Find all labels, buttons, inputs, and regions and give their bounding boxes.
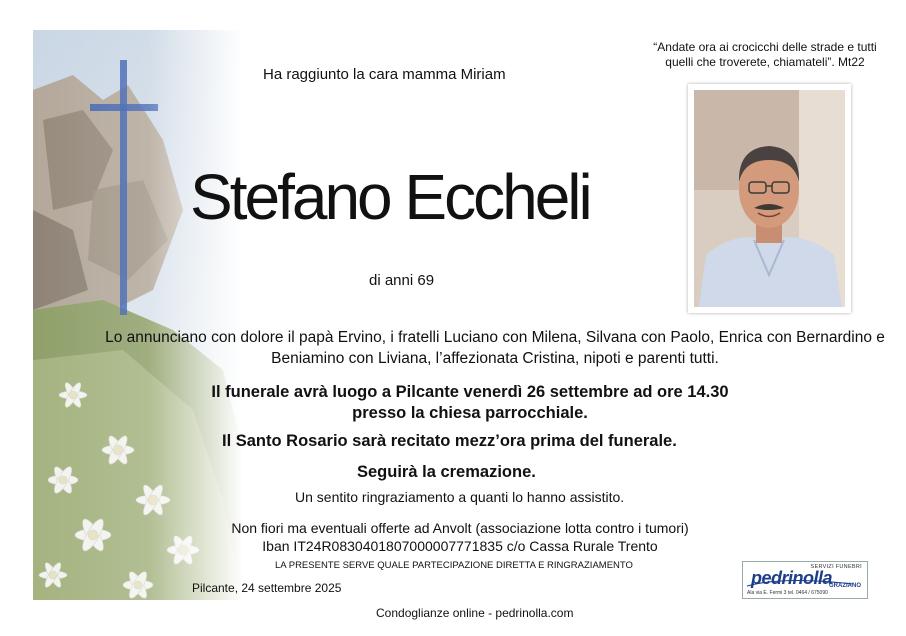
funeral-home-logo bbox=[742, 561, 868, 599]
logo-address: Ala via E. Fermi 3 tel. 0464 / 675090 bbox=[747, 590, 828, 596]
age-line: di anni 69 bbox=[369, 272, 435, 289]
online-condolences-link: Condoglianze online - pedrinolla.com bbox=[376, 606, 574, 620]
logo-brand: pedrinolla bbox=[751, 568, 833, 588]
mountain-cross-edelweiss-image bbox=[33, 30, 243, 600]
rosary-info: Il Santo Rosario sarà recitato mezz’ora prima del funerale. bbox=[222, 432, 677, 450]
funeral-info bbox=[100, 382, 840, 424]
participation-notice: LA PRESENTE SERVE QUALE PARTECIPAZIONE DIRETTA E RINGRAZIAMENTO bbox=[275, 560, 633, 571]
deceased-name: Stefano Eccheli bbox=[190, 161, 590, 233]
bible-quote: “Andate ora ai crocicchi delle strade e tutti quelli che troverete, chiamateli”. Mt22 bbox=[653, 40, 877, 69]
donation-line-1: Non fiori ma eventuali offerte ad Anvolt (associazione lotta contro i tumori) bbox=[231, 520, 689, 536]
announcement: Lo annunciano con dolore il papà Ervino, i fratelli Luciano con Milena, Silvana con Paolo, Enrica con Bernardino e Beniamino con Liviana, l’affezionata Cristina, nipoti e parenti tutti. bbox=[105, 329, 885, 367]
logo-subname: GRAZIANO bbox=[829, 583, 861, 589]
deceased-photo bbox=[688, 84, 851, 313]
place-date: Pilcante, 24 settembre 2025 bbox=[192, 581, 342, 595]
thanks-line: Un sentito ringraziamento a quanti lo hanno assistito. bbox=[295, 489, 625, 505]
cremation-info: Seguirà la cremazione. bbox=[357, 463, 536, 481]
funeral-line-2: presso la chiesa parrocchiale. bbox=[352, 404, 588, 422]
donation-info bbox=[170, 519, 750, 555]
intro-line: Ha raggiunto la cara mamma Miriam bbox=[263, 66, 506, 83]
logo-services-text: SERVIZI FUNEBRI bbox=[810, 564, 862, 570]
iban-line: Iban IT24R0830401807000007771835 c/o Cassa Rurale Trento bbox=[262, 538, 658, 554]
funeral-line-1: Il funerale avrà luogo a Pilcante venerdì 26 settembre ad ore 14.30 bbox=[211, 383, 729, 401]
